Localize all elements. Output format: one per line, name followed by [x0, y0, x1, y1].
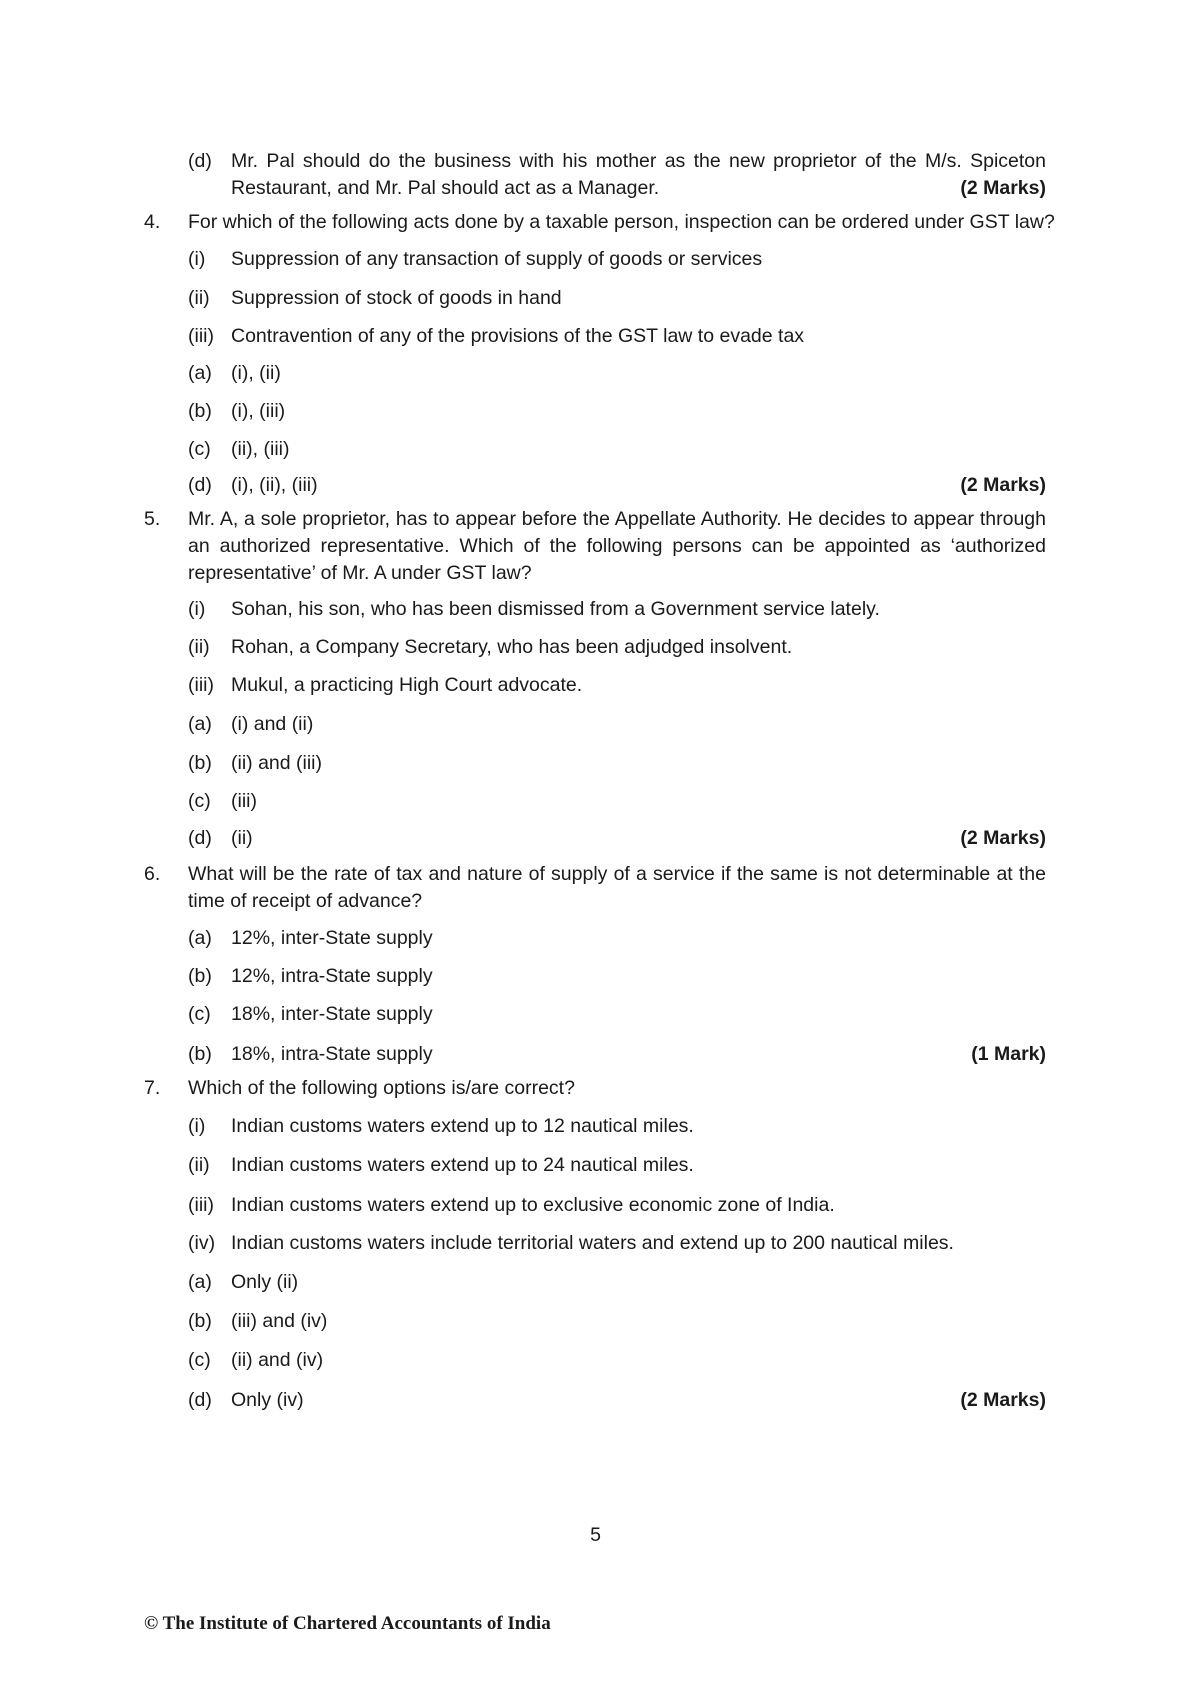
option-label: (d): [188, 827, 212, 849]
statement-text: Sohan, his son, who has been dismissed from a Government service lately.: [231, 598, 880, 620]
marks-label: (2 Marks): [960, 827, 1046, 849]
option-label: (b): [188, 1043, 212, 1065]
option-label: (c): [188, 790, 211, 812]
option-text: (iii) and (iv): [231, 1310, 328, 1332]
option-text: (ii) and (iv): [231, 1349, 324, 1371]
statement-label: (iii): [188, 325, 214, 347]
option-label: (a): [188, 927, 212, 949]
question-text-line: an authorized representative. Which of the following persons can be appointed as ‘authorized: [188, 535, 1046, 557]
option-text: (i), (iii): [231, 400, 286, 422]
option-label: (b): [188, 965, 212, 987]
option-label: (b): [188, 400, 212, 422]
question-number: 5.: [144, 508, 161, 530]
option-label: (a): [188, 1271, 212, 1293]
option-text: 12%, inter-State supply: [231, 927, 433, 949]
option-text-line: Restaurant, and Mr. Pal should act as a Manager.: [231, 177, 660, 199]
option-text: 18%, intra-State supply: [231, 1043, 433, 1065]
statement-label: (iii): [188, 674, 214, 696]
statement-label: (i): [188, 248, 206, 270]
statement-text: Indian customs waters extend up to exclusive economic zone of India.: [231, 1194, 835, 1216]
option-text: (ii) and (iii): [231, 752, 323, 774]
marks-label: (2 Marks): [960, 177, 1046, 199]
option-label: (b): [188, 1310, 212, 1332]
copyright-footer: © The Institute of Chartered Accountants of India: [144, 1613, 551, 1634]
option-label: (c): [188, 1349, 211, 1371]
option-text: (ii): [231, 827, 253, 849]
statement-label: (iii): [188, 1194, 214, 1216]
option-label: (b): [188, 752, 212, 774]
statement-label: (i): [188, 598, 206, 620]
option-text: Only (ii): [231, 1271, 299, 1293]
option-label: (a): [188, 713, 212, 735]
statement-text: Suppression of stock of goods in hand: [231, 287, 562, 309]
question-text-line: time of receipt of advance?: [188, 890, 423, 912]
statement-label: (i): [188, 1115, 206, 1137]
statement-text: Indian customs waters include territorial waters and extend up to 200 nautical miles.: [231, 1232, 954, 1254]
statement-text: Contravention of any of the provisions of the GST law to evade tax: [231, 325, 805, 347]
option-text: (i), (ii): [231, 362, 281, 384]
page-number: 5: [590, 1524, 601, 1546]
marks-label: (1 Mark): [971, 1043, 1046, 1065]
question-number: 4.: [144, 211, 161, 233]
question-text-line: What will be the rate of tax and nature of supply of a service if the same is not determinable at the: [188, 863, 1046, 885]
statement-text: Indian customs waters extend up to 12 nautical miles.: [231, 1115, 694, 1137]
marks-label: (2 Marks): [960, 1389, 1046, 1411]
option-label: (d): [188, 474, 212, 496]
question-number: 6.: [144, 863, 161, 885]
statement-label: (ii): [188, 287, 210, 309]
question-text: Which of the following options is/are correct?: [188, 1077, 575, 1099]
option-label: (d): [188, 150, 212, 172]
statement-label: (ii): [188, 636, 210, 658]
option-label: (c): [188, 438, 211, 460]
option-text: Only (iv): [231, 1389, 304, 1411]
option-text: (ii), (iii): [231, 438, 290, 460]
question-text: For which of the following acts done by a taxable person, inspection can be ordered under GST law?: [188, 211, 1055, 233]
statement-text: Indian customs waters extend up to 24 nautical miles.: [231, 1154, 694, 1176]
option-text: (i) and (ii): [231, 713, 314, 735]
marks-label: (2 Marks): [960, 474, 1046, 496]
statement-text: Mukul, a practicing High Court advocate.: [231, 674, 583, 696]
question-text-line: representative’ of Mr. A under GST law?: [188, 562, 532, 584]
option-text: 12%, intra-State supply: [231, 965, 433, 987]
option-text-line: Mr. Pal should do the business with his mother as the new proprietor of the M/s. Spiceton: [231, 150, 1046, 172]
statement-text: Rohan, a Company Secretary, who has been adjudged insolvent.: [231, 636, 793, 658]
statement-text: Suppression of any transaction of supply of goods or services: [231, 248, 763, 270]
option-label: (d): [188, 1389, 212, 1411]
question-text-line: Mr. A, a sole proprietor, has to appear before the Appellate Authority. He decides to appear through: [188, 508, 1046, 530]
question-number: 7.: [144, 1077, 161, 1099]
option-label: (c): [188, 1003, 211, 1025]
statement-label: (ii): [188, 1154, 210, 1176]
option-text: (i), (ii), (iii): [231, 474, 318, 496]
option-text: 18%, inter-State supply: [231, 1003, 433, 1025]
statement-label: (iv): [188, 1232, 216, 1254]
option-text: (iii): [231, 790, 257, 812]
option-label: (a): [188, 362, 212, 384]
